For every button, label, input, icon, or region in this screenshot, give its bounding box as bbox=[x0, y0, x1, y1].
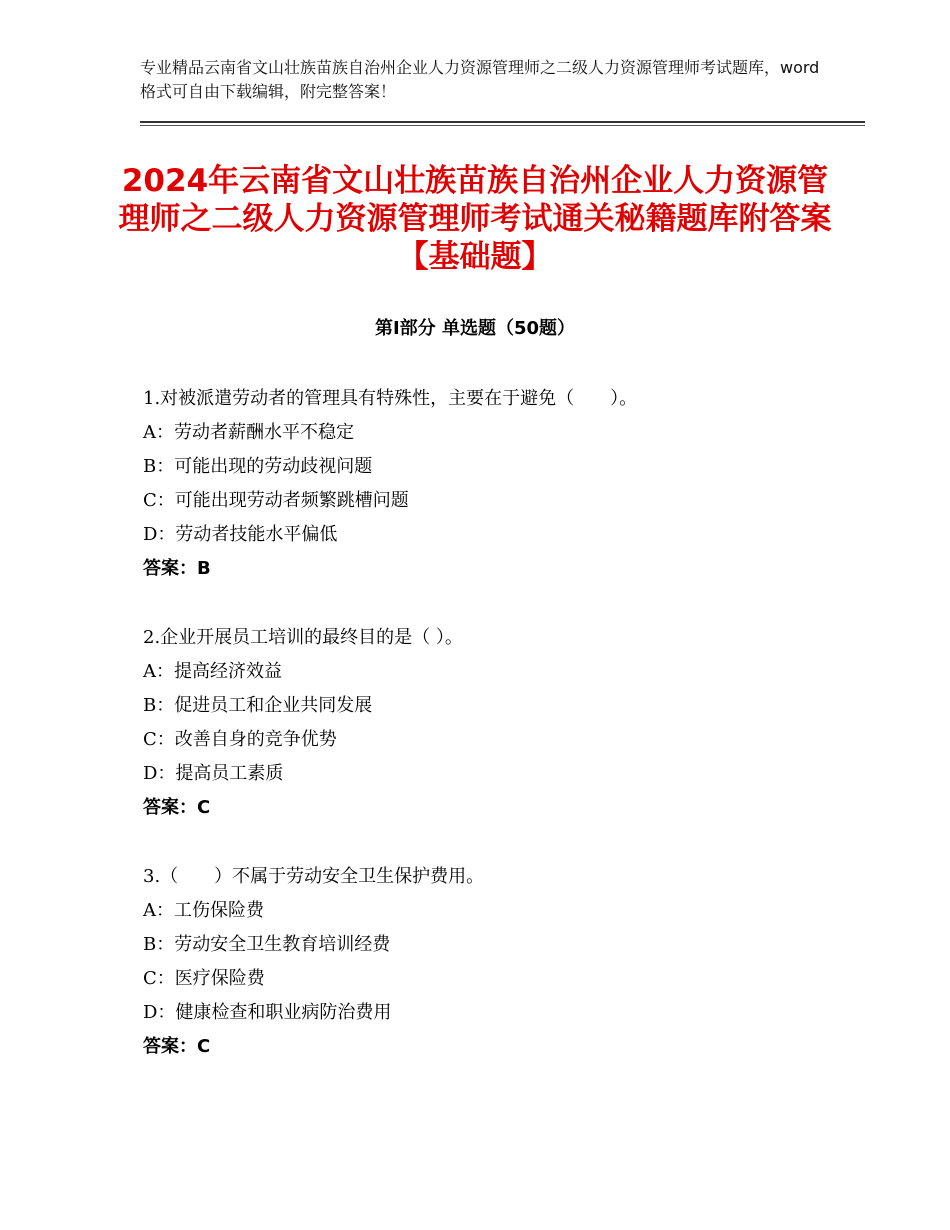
option-c: C：改善自身的竞争优势 bbox=[143, 729, 337, 750]
question-stem: 3.（ ）不属于劳动安全卫生保护费用。 bbox=[143, 866, 485, 887]
question-2 bbox=[143, 621, 843, 860]
answer: 答案：C bbox=[143, 1036, 211, 1057]
question-stem: 1.对被派遣劳动者的管理具有特殊性，主要在于避免（ ）。 bbox=[143, 388, 638, 409]
option-b: B：可能出现的劳动歧视问题 bbox=[143, 456, 373, 477]
question-3 bbox=[143, 860, 843, 1099]
header-rule-thick bbox=[140, 121, 865, 123]
option-a: A：工伤保险费 bbox=[143, 900, 264, 921]
option-d: D：劳动者技能水平偏低 bbox=[143, 524, 338, 545]
header-rule-thin bbox=[140, 125, 865, 126]
option-c: C：可能出现劳动者频繁跳槽问题 bbox=[143, 490, 409, 511]
section-title: 第Ⅰ部分 单选题（50题） bbox=[374, 318, 575, 339]
header-note: 专业精品云南省文山壮族苗族自治州企业人力资源管理师之二级人力资源管理师考试题库，word格式可自由下载编辑，附完整答案！ bbox=[140, 58, 820, 101]
option-b: B：劳动安全卫生教育培训经费 bbox=[143, 934, 391, 955]
question-stem: 2.企业开展员工培训的最终目的是（ ）。 bbox=[143, 627, 463, 648]
option-a: A：劳动者薪酬水平不稳定 bbox=[143, 422, 354, 443]
option-d: D：健康检查和职业病防治费用 bbox=[143, 1002, 392, 1023]
option-b: B：促进员工和企业共同发展 bbox=[143, 695, 373, 716]
answer: 答案：C bbox=[143, 797, 211, 818]
option-d: D：提高员工素质 bbox=[143, 763, 284, 784]
option-c: C：医疗保险费 bbox=[143, 968, 265, 989]
document-title: 2024年云南省文山壮族苗族自治州企业人力资源管理师之二级人力资源管理师考试通关秘籍题库附答案【基础题】 bbox=[118, 163, 832, 275]
answer: 答案：B bbox=[143, 558, 211, 579]
question-list bbox=[143, 382, 843, 1099]
option-a: A：提高经济效益 bbox=[143, 661, 282, 682]
question-1 bbox=[143, 382, 843, 621]
